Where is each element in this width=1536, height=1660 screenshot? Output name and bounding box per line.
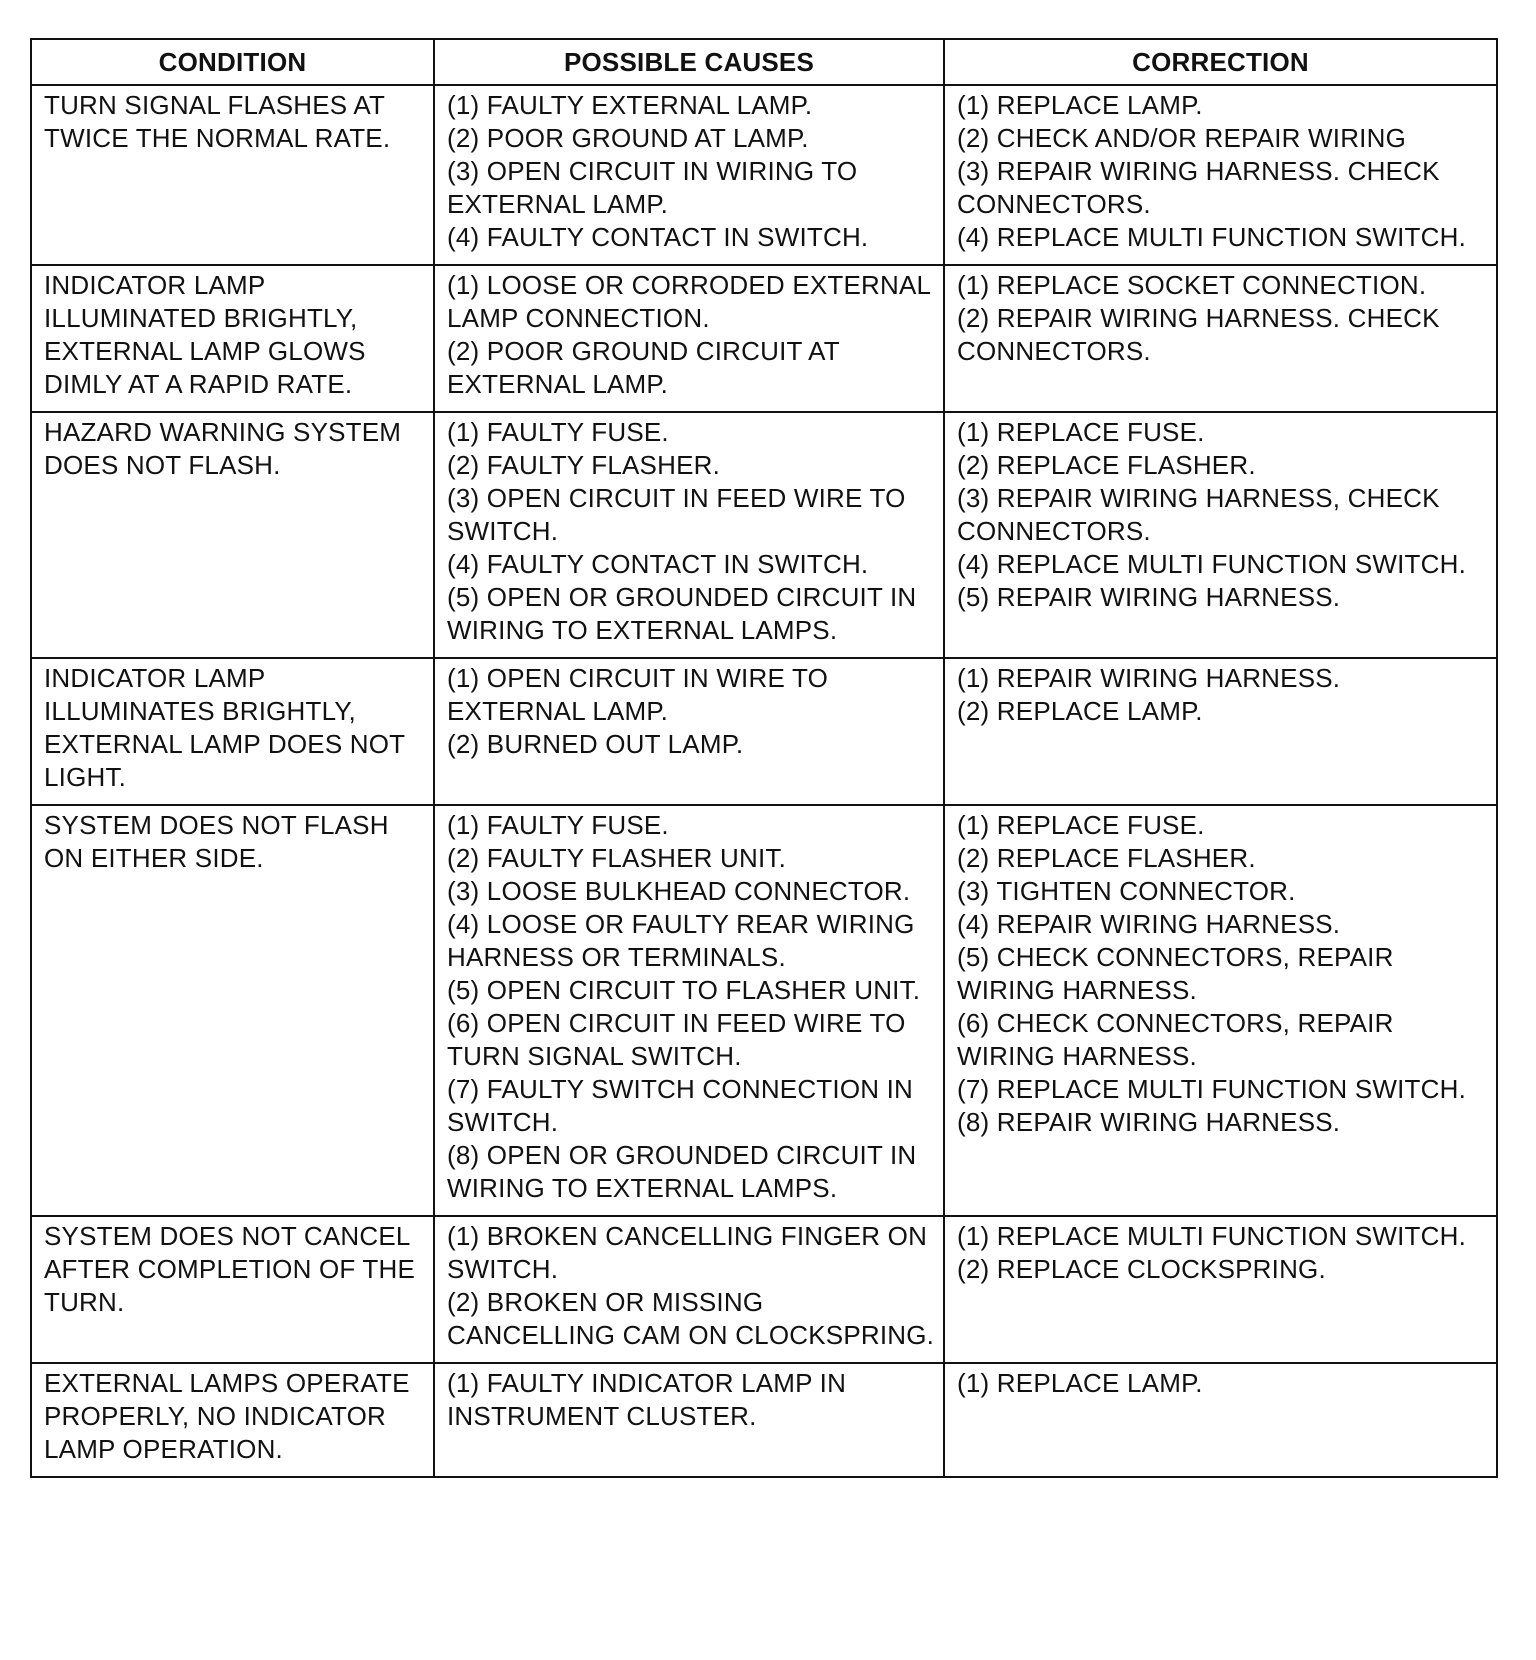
correction-item: (7) REPLACE MULTI FUNCTION SWITCH.: [957, 1074, 1467, 1104]
correction-cell: [944, 85, 1497, 265]
correction-item: (4) REPLACE MULTI FUNCTION SWITCH.: [957, 222, 1467, 252]
correction-item: (4) REPAIR WIRING HARNESS.: [957, 909, 1341, 939]
possible-causes-cell: [434, 1363, 944, 1477]
condition-text: INDICATOR LAMP ILLUMINATED BRIGHTLY, EXTERNAL LAMP GLOWS DIMLY AT A RAPID RATE.: [44, 270, 366, 399]
condition-text: SYSTEM DOES NOT CANCEL AFTER COMPLETION OF THE TURN.: [44, 1221, 416, 1317]
table-row: [31, 85, 1497, 265]
possible-causes-cell: [434, 412, 944, 658]
cause-item: (1) FAULTY INDICATOR LAMP IN INSTRUMENT CLUSTER.: [447, 1368, 847, 1431]
cause-item: (3) OPEN CIRCUIT IN FEED WIRE TO SWITCH.: [447, 483, 906, 546]
correction-item: (6) CHECK CONNECTORS, REPAIR WIRING HARNESS.: [957, 1008, 1394, 1071]
correction-item: (3) TIGHTEN CONNECTOR.: [957, 876, 1296, 906]
table-row: [31, 265, 1497, 412]
cause-item: (2) POOR GROUND AT LAMP.: [447, 123, 809, 153]
possible-causes-cell: [434, 805, 944, 1216]
cause-item: (4) FAULTY CONTACT IN SWITCH.: [447, 222, 869, 252]
table-row: [31, 1216, 1497, 1363]
cause-item: (1) FAULTY FUSE.: [447, 417, 669, 447]
table-row: [31, 1363, 1497, 1477]
condition-text: INDICATOR LAMP ILLUMINATES BRIGHTLY, EXTERNAL LAMP DOES NOT LIGHT.: [44, 663, 405, 792]
condition-cell: [31, 265, 434, 412]
cause-item: (1) BROKEN CANCELLING FINGER ON SWITCH.: [447, 1221, 928, 1284]
diagnosis-table: [30, 38, 1498, 1478]
condition-text: SYSTEM DOES NOT FLASH ON EITHER SIDE.: [44, 810, 389, 873]
correction-cell: [944, 1216, 1497, 1363]
condition-cell: [31, 1216, 434, 1363]
cause-item: (3) LOOSE BULKHEAD CONNECTOR.: [447, 876, 911, 906]
cause-item: (5) OPEN CIRCUIT TO FLASHER UNIT.: [447, 975, 921, 1005]
correction-cell: [944, 265, 1497, 412]
correction-item: (2) REPLACE FLASHER.: [957, 843, 1256, 873]
condition-cell: [31, 85, 434, 265]
cause-item: (1) FAULTY EXTERNAL LAMP.: [447, 90, 813, 120]
cause-item: (6) OPEN CIRCUIT IN FEED WIRE TO TURN SIGNAL SWITCH.: [447, 1008, 906, 1071]
table-row: [31, 805, 1497, 1216]
possible-causes-cell: [434, 265, 944, 412]
correction-item: (2) REPLACE FLASHER.: [957, 450, 1256, 480]
condition-cell: [31, 658, 434, 805]
correction-item: (3) REPAIR WIRING HARNESS, CHECK CONNECTORS.: [957, 483, 1440, 546]
correction-item: (2) CHECK AND/OR REPAIR WIRING: [957, 123, 1407, 153]
possible-causes-cell: [434, 85, 944, 265]
possible-causes-cell: [434, 658, 944, 805]
cause-item: (1) OPEN CIRCUIT IN WIRE TO EXTERNAL LAMP.: [447, 663, 828, 726]
correction-item: (1) REPLACE FUSE.: [957, 417, 1205, 447]
condition-text: EXTERNAL LAMPS OPERATE PROPERLY, NO INDICATOR LAMP OPERATION.: [44, 1368, 410, 1464]
table-row: [31, 412, 1497, 658]
cause-item: (4) FAULTY CONTACT IN SWITCH.: [447, 549, 869, 579]
condition-cell: [31, 805, 434, 1216]
correction-item: (2) REPLACE LAMP.: [957, 696, 1203, 726]
header-correction: CORRECTION: [944, 39, 1497, 85]
cause-item: (2) FAULTY FLASHER.: [447, 450, 721, 480]
condition-text: HAZARD WARNING SYSTEM DOES NOT FLASH.: [44, 417, 402, 480]
correction-cell: [944, 805, 1497, 1216]
table-row: [31, 658, 1497, 805]
cause-item: (8) OPEN OR GROUNDED CIRCUIT IN WIRING TO EXTERNAL LAMPS.: [447, 1140, 917, 1203]
correction-item: (1) REPLACE LAMP.: [957, 90, 1203, 120]
correction-item: (1) REPLACE LAMP.: [957, 1368, 1203, 1398]
header-condition: CONDITION: [31, 39, 434, 85]
table-header-row: [31, 39, 1497, 85]
correction-item: (8) REPAIR WIRING HARNESS.: [957, 1107, 1341, 1137]
correction-cell: [944, 1363, 1497, 1477]
cause-item: (1) LOOSE OR CORRODED EXTERNAL LAMP CONNECTION.: [447, 270, 931, 333]
header-possible-causes: POSSIBLE CAUSES: [434, 39, 944, 85]
correction-item: (1) REPLACE MULTI FUNCTION SWITCH.: [957, 1221, 1467, 1251]
correction-cell: [944, 412, 1497, 658]
cause-item: (2) BURNED OUT LAMP.: [447, 729, 744, 759]
cause-item: (2) POOR GROUND CIRCUIT AT EXTERNAL LAMP.: [447, 336, 840, 399]
condition-cell: [31, 412, 434, 658]
correction-item: (4) REPLACE MULTI FUNCTION SWITCH.: [957, 549, 1467, 579]
condition-text: TURN SIGNAL FLASHES AT TWICE THE NORMAL RATE.: [44, 90, 391, 153]
cause-item: (1) FAULTY FUSE.: [447, 810, 669, 840]
cause-item: (4) LOOSE OR FAULTY REAR WIRING HARNESS OR TERMINALS.: [447, 909, 915, 972]
correction-item: (1) REPLACE FUSE.: [957, 810, 1205, 840]
correction-cell: [944, 658, 1497, 805]
possible-causes-cell: [434, 1216, 944, 1363]
correction-item: (5) CHECK CONNECTORS, REPAIR WIRING HARNESS.: [957, 942, 1394, 1005]
cause-item: (2) FAULTY FLASHER UNIT.: [447, 843, 787, 873]
table-body: [31, 85, 1497, 1477]
cause-item: (5) OPEN OR GROUNDED CIRCUIT IN WIRING TO EXTERNAL LAMPS.: [447, 582, 917, 645]
correction-item: (2) REPAIR WIRING HARNESS. CHECK CONNECTORS.: [957, 303, 1440, 366]
correction-item: (1) REPLACE SOCKET CONNECTION.: [957, 270, 1427, 300]
correction-item: (5) REPAIR WIRING HARNESS.: [957, 582, 1341, 612]
cause-item: (3) OPEN CIRCUIT IN WIRING TO EXTERNAL LAMP.: [447, 156, 858, 219]
condition-cell: [31, 1363, 434, 1477]
correction-item: (1) REPAIR WIRING HARNESS.: [957, 663, 1341, 693]
correction-item: (2) REPLACE CLOCKSPRING.: [957, 1254, 1326, 1284]
correction-item: (3) REPAIR WIRING HARNESS. CHECK CONNECTORS.: [957, 156, 1440, 219]
cause-item: (7) FAULTY SWITCH CONNECTION IN SWITCH.: [447, 1074, 914, 1137]
cause-item: (2) BROKEN OR MISSING CANCELLING CAM ON CLOCKSPRING.: [447, 1287, 935, 1350]
